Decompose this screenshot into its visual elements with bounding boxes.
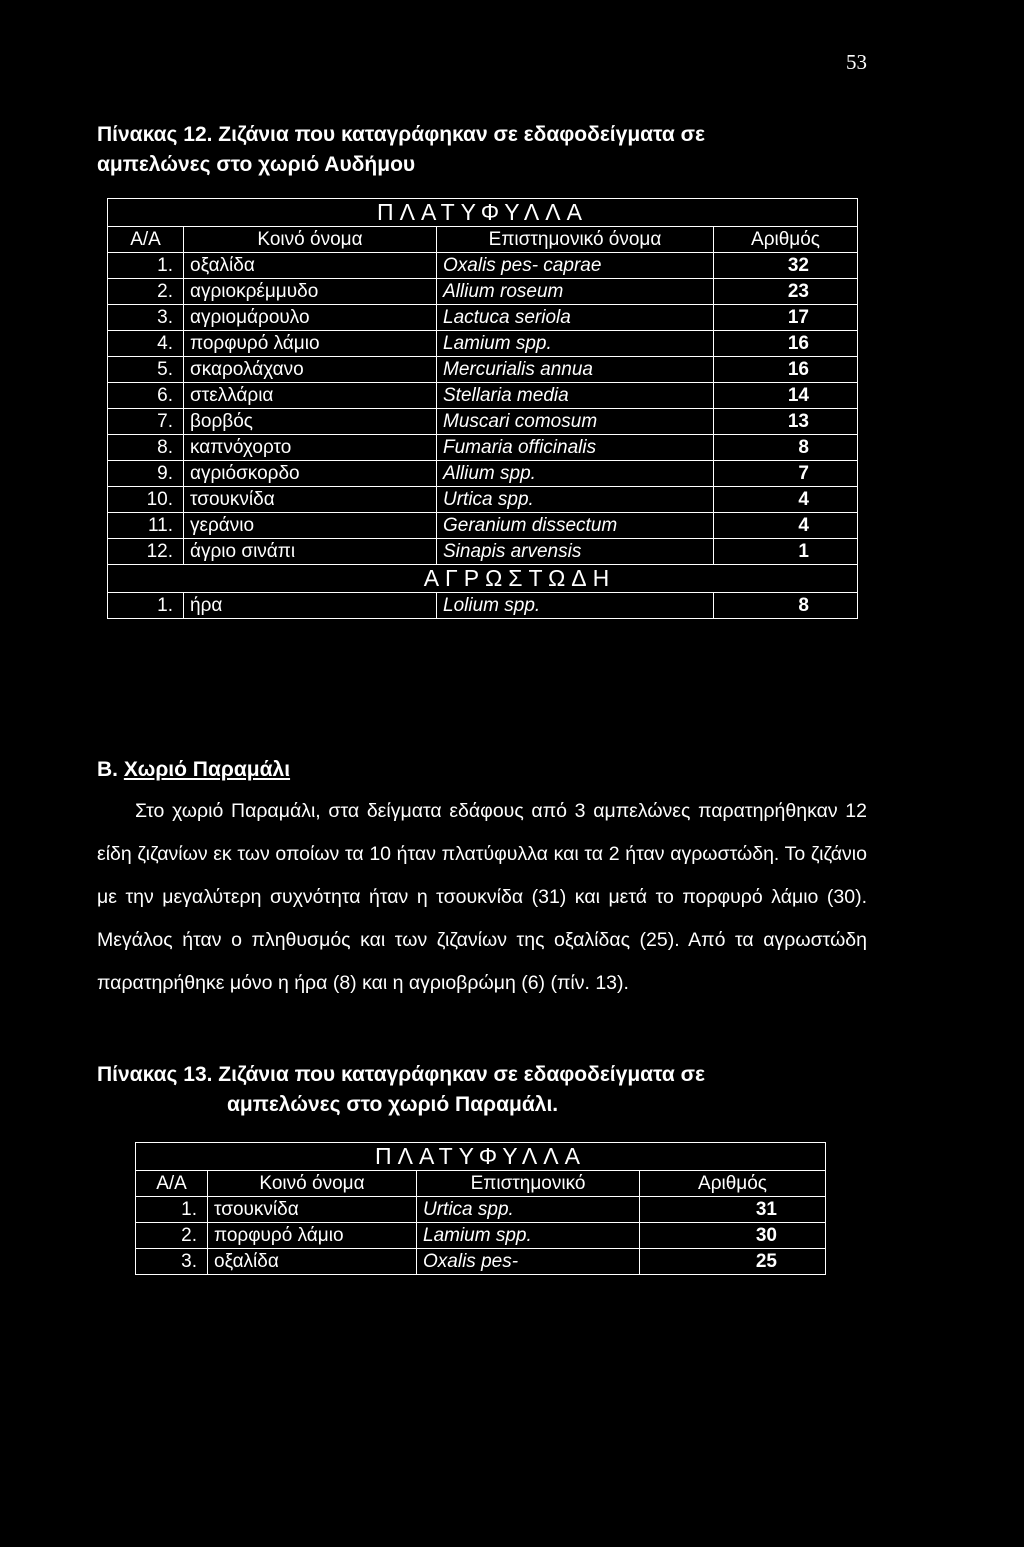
table13-header-no: Α/Α <box>136 1171 208 1197</box>
table12-header-count: Αριθμός <box>714 227 858 253</box>
table12-row <box>108 279 858 305</box>
table12-row <box>108 461 858 487</box>
table13-row <box>136 1197 826 1223</box>
table12-body <box>108 253 858 565</box>
table12-scientific-name: Mercurialis annua <box>437 357 714 383</box>
table12-body2 <box>108 593 858 619</box>
table12-common-name: βορβός <box>184 409 437 435</box>
table12-scientific-name: Sinapis arvensis <box>437 539 714 565</box>
table12-common-name: αγριόσκορδο <box>184 461 437 487</box>
table12-scientific-name: Stellaria media <box>437 383 714 409</box>
table12-row-number: 8. <box>108 435 184 461</box>
table12-scientific-name: Muscari comosum <box>437 409 714 435</box>
table13-row <box>136 1223 826 1249</box>
table13-common-name: τσουκνίδα <box>208 1197 417 1223</box>
table12-row-number: 10. <box>108 487 184 513</box>
table12-grass-row-number: 1. <box>108 593 184 619</box>
table12-count: 23 <box>714 279 858 305</box>
table13-header-count: Αριθμός <box>640 1171 826 1197</box>
table12-count: 16 <box>714 357 858 383</box>
table12-row <box>108 435 858 461</box>
table12-common-name: άγριο σινάπι <box>184 539 437 565</box>
table12-scientific-name: Allium spp. <box>437 461 714 487</box>
table13-section-row <box>136 1143 826 1171</box>
section-b-title: Χωριό Παραμάλι <box>123 758 291 781</box>
table12-common-name: καπνόχορτο <box>184 435 437 461</box>
table12-header-scientific: Επιστημονικό όνομα <box>437 227 714 253</box>
table12-grass-count: 8 <box>714 593 858 619</box>
table12-common-name: οξαλίδα <box>184 253 437 279</box>
table12-count: 13 <box>714 409 858 435</box>
table12-common-name: αγριοκρέμμυδο <box>184 279 437 305</box>
table12-row <box>108 409 858 435</box>
table12-row <box>108 383 858 409</box>
table12-grass-common-name: ήρα <box>184 593 437 619</box>
table12-row-number: 4. <box>108 331 184 357</box>
table12-count: 16 <box>714 331 858 357</box>
table12-caption-line2: αμπελώνες στο χωριό Αυδήμου <box>97 153 416 176</box>
table13-caption-line1: Πίνακας 13. Ζιζάνια που καταγράφηκαν σε εδαφοδείγματα σε <box>97 1063 705 1086</box>
table13-section-broadleaf: ΠΛΑΤΥΦΥΛΛΑ <box>136 1143 826 1171</box>
table13-row-number: 1. <box>136 1197 208 1223</box>
table13-count: 25 <box>640 1249 826 1275</box>
table12-scientific-name: Lamium spp. <box>437 331 714 357</box>
table12-count: 4 <box>714 513 858 539</box>
table12-common-name: σκαρολάχανο <box>184 357 437 383</box>
table12-row-number: 2. <box>108 279 184 305</box>
table12-row-number: 7. <box>108 409 184 435</box>
table12-scientific-name: Fumaria officinalis <box>437 435 714 461</box>
table12 <box>107 198 858 619</box>
table12-section-grasses: ΑΓΡΩΣΤΩΔΗ <box>108 565 858 593</box>
table12-scientific-name: Allium roseum <box>437 279 714 305</box>
table12-common-name: στελλάρια <box>184 383 437 409</box>
table12-common-name: πορφυρό λάμιο <box>184 331 437 357</box>
table12-row-number: 11. <box>108 513 184 539</box>
table13-row-number: 3. <box>136 1249 208 1275</box>
table12-common-name: γεράνιο <box>184 513 437 539</box>
table12-count: 17 <box>714 305 858 331</box>
table12-row-number: 6. <box>108 383 184 409</box>
table12-grass-scientific-name: Lolium spp. <box>437 593 714 619</box>
table12-row-number: 9. <box>108 461 184 487</box>
table12-common-name: τσουκνίδα <box>184 487 437 513</box>
table12-row <box>108 487 858 513</box>
table12-caption <box>97 120 705 180</box>
table13-scientific-name: Oxalis pes- <box>417 1249 640 1275</box>
table12-grass-row <box>108 593 858 619</box>
table12-header-common: Κοινό όνομα <box>184 227 437 253</box>
table12-count: 32 <box>714 253 858 279</box>
table12-row <box>108 513 858 539</box>
table12-header-row <box>108 227 858 253</box>
table13-count: 30 <box>640 1223 826 1249</box>
table13-header-common: Κοινό όνομα <box>208 1171 417 1197</box>
table12-count: 4 <box>714 487 858 513</box>
table12-section2-row <box>108 565 858 593</box>
section-b-paragraph: Στο χωριό Παραμάλι, στα δείγματα εδάφους από 3 αμπελώνες παρατηρήθηκαν 12 είδη ζιζανίων εκ των οποίων τα 10 ήταν πλατύφυλλα και τα 2 ήταν αγρωστώδη. Το ζιζάνιο με την μεγαλύτερη συχνότητα ήταν η τσουκνίδα (31) και μετά το πορφυρό λάμιο (30). Μεγάλος ήταν ο πληθυσμός και των ζιζανίων της οξαλίδας (25). Από τα αγρωστώδη παρατηρήθηκε μόνο η ήρα (8) και η αγριοβρώμη (6) (πίν. 13). <box>97 800 867 994</box>
table12-scientific-name: Geranium dissectum <box>437 513 714 539</box>
table12-scientific-name: Urtica spp. <box>437 487 714 513</box>
table13-count: 31 <box>640 1197 826 1223</box>
table12-common-name: αγριομάρουλο <box>184 305 437 331</box>
table12-header-no: Α/Α <box>108 227 184 253</box>
table12-row-number: 3. <box>108 305 184 331</box>
table12-count: 8 <box>714 435 858 461</box>
table12-row <box>108 539 858 565</box>
table13-header-scientific: Επιστημονικό <box>417 1171 640 1197</box>
page-number: 53 <box>846 50 867 74</box>
table13-row <box>136 1249 826 1275</box>
table12-row-number: 12. <box>108 539 184 565</box>
table12-caption-line1: Πίνακας 12. Ζιζάνια που καταγράφηκαν σε εδαφοδείγματα σε <box>97 123 705 146</box>
table12-scientific-name: Oxalis pes- caprae <box>437 253 714 279</box>
table12-row <box>108 253 858 279</box>
table12-row <box>108 305 858 331</box>
table13-scientific-name: Urtica spp. <box>417 1197 640 1223</box>
table13-row-number: 2. <box>136 1223 208 1249</box>
section-b-label: Β. <box>97 758 124 781</box>
table12-row-number: 1. <box>108 253 184 279</box>
table13-common-name: οξαλίδα <box>208 1249 417 1275</box>
table12-count: 7 <box>714 461 858 487</box>
table13-header-row <box>136 1171 826 1197</box>
table12-section-broadleaf: ΠΛΑΤΥΦΥΛΛΑ <box>108 199 858 227</box>
table13-common-name: πορφυρό λάμιο <box>208 1223 417 1249</box>
table12-scientific-name: Lactuca seriola <box>437 305 714 331</box>
table12-section-row <box>108 199 858 227</box>
table12-row <box>108 357 858 383</box>
table12-count: 14 <box>714 383 858 409</box>
section-b-heading <box>97 758 290 782</box>
table13-body <box>136 1197 826 1275</box>
table13-caption-line2: αμπελώνες στο χωριό Παραμάλι. <box>227 1093 559 1116</box>
table13-caption <box>97 1060 705 1120</box>
table13 <box>135 1142 826 1275</box>
table13-scientific-name: Lamium spp. <box>417 1223 640 1249</box>
table12-row-number: 5. <box>108 357 184 383</box>
table12-count: 1 <box>714 539 858 565</box>
table12-row <box>108 331 858 357</box>
